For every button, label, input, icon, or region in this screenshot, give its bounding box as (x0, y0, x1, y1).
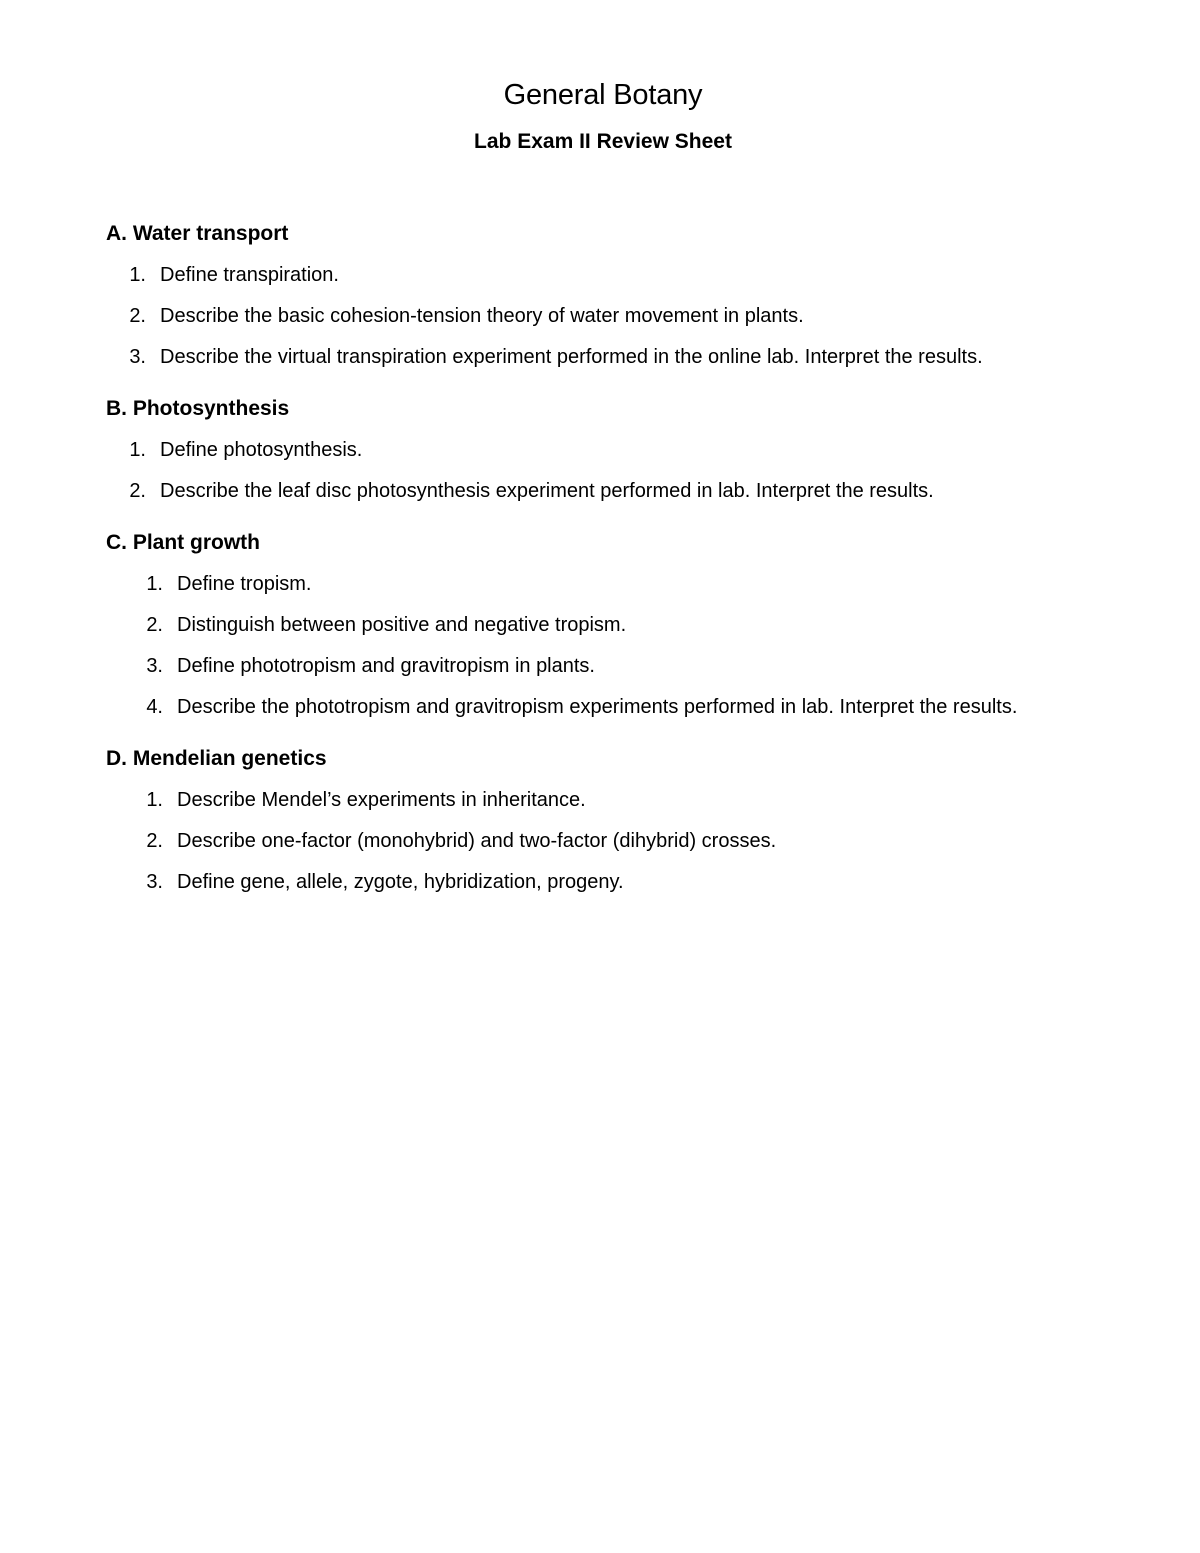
document-subtitle: Lab Exam II Review Sheet (474, 130, 732, 153)
item-text: Define tropism. (177, 573, 312, 595)
section-water-transport (106, 220, 1100, 373)
item-text: Describe the virtual transpiration experiment performed in the online lab. Interpret the results. (160, 346, 983, 368)
section-heading: B. Photosynthesis (106, 397, 290, 420)
list-item (106, 610, 1100, 641)
item-text: Distinguish between positive and negative tropism. (177, 614, 627, 636)
question-list (106, 569, 1100, 723)
item-text: Describe the phototropism and gravitropism experiments performed in lab. Interpret the results. (177, 696, 1018, 718)
section-heading: A. Water transport (106, 222, 289, 245)
item-number: 2. (129, 480, 146, 502)
item-text: Define gene, allele, zygote, hybridization, progeny. (177, 871, 624, 893)
list-item (106, 785, 1100, 816)
question-list (106, 785, 1100, 898)
item-number: 3. (146, 871, 163, 893)
list-item (106, 651, 1100, 682)
question-list (106, 260, 1100, 373)
item-text: Describe Mendel’s experiments in inheritance. (177, 789, 586, 811)
list-item (106, 435, 1100, 466)
question-list (106, 435, 1100, 507)
section-mendelian-genetics (106, 745, 1100, 898)
item-number: 2. (146, 830, 163, 852)
item-number: 1. (129, 264, 146, 286)
list-item (106, 342, 1100, 373)
list-item (106, 476, 1100, 507)
document-title: General Botany (503, 79, 703, 111)
item-text: Describe the basic cohesion-tension theory of water movement in plants. (160, 305, 804, 327)
item-text: Describe one-factor (monohybrid) and two-factor (dihybrid) crosses. (177, 830, 777, 852)
section-plant-growth (106, 529, 1100, 723)
item-text: Define transpiration. (160, 264, 339, 286)
section-heading: D. Mendelian genetics (106, 747, 327, 770)
list-item (106, 301, 1100, 332)
section-heading: C. Plant growth (106, 531, 260, 554)
item-number: 1. (129, 439, 146, 461)
item-number: 1. (146, 789, 163, 811)
item-number: 3. (146, 655, 163, 677)
item-number: 3. (129, 346, 146, 368)
section-photosynthesis (106, 395, 1100, 507)
item-number: 2. (146, 614, 163, 636)
item-text: Define phototropism and gravitropism in plants. (177, 655, 595, 677)
item-number: 4. (146, 696, 163, 718)
list-item (106, 569, 1100, 600)
list-item (106, 826, 1100, 857)
list-item (106, 867, 1100, 898)
item-number: 1. (146, 573, 163, 595)
item-text: Describe the leaf disc photosynthesis experiment performed in lab. Interpret the results. (160, 480, 934, 502)
item-number: 2. (129, 305, 146, 327)
list-item (106, 692, 1100, 723)
item-text: Define photosynthesis. (160, 439, 363, 461)
list-item (106, 260, 1100, 291)
